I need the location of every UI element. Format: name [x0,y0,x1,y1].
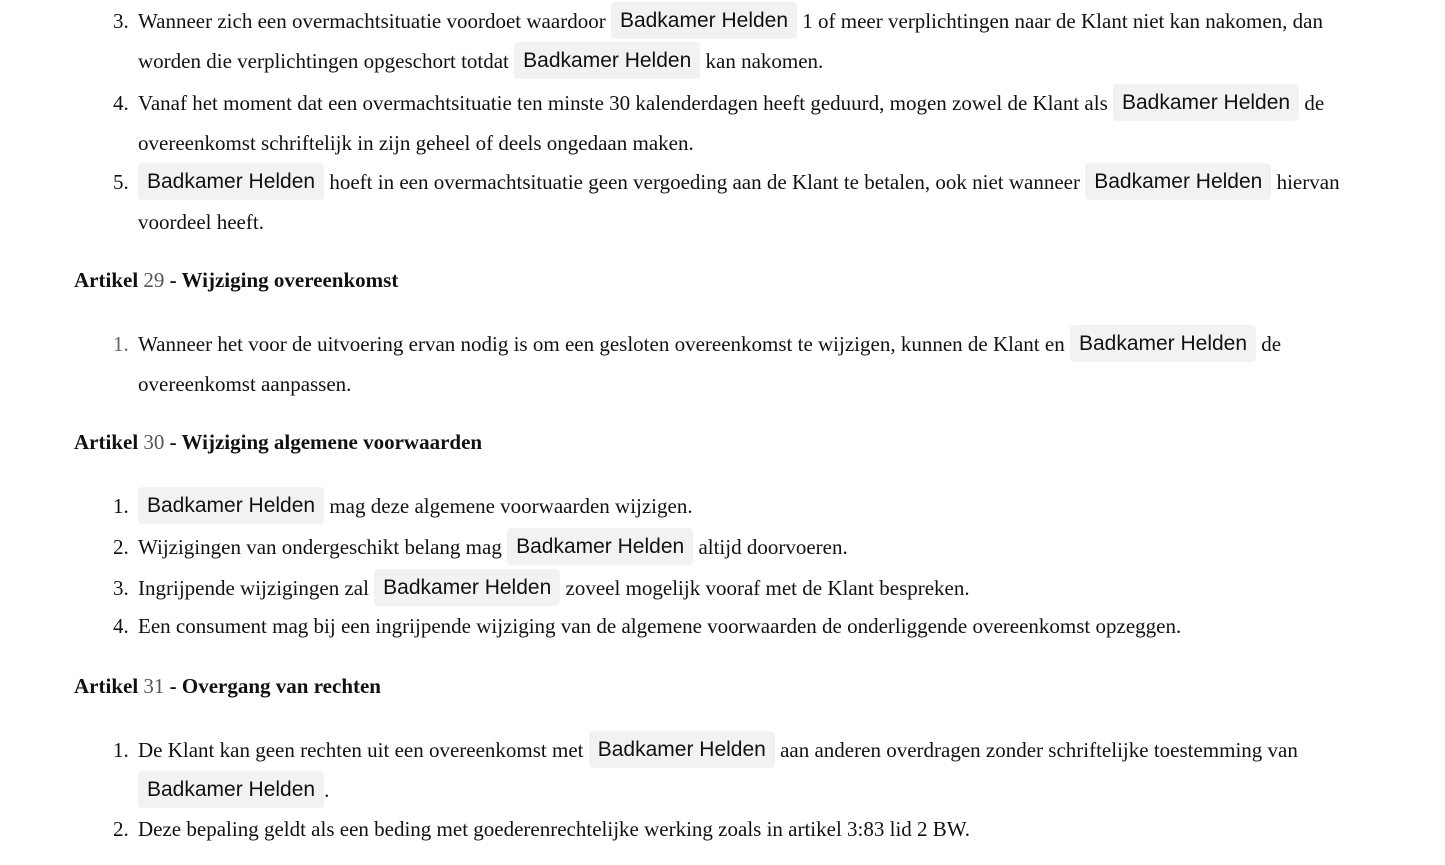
company-name-chip[interactable]: Badkamer Helden [1113,84,1299,121]
list-item [113,486,1379,526]
article-heading-30 [74,428,482,456]
list-number: 1. [113,332,129,356]
article-heading-29 [74,266,398,294]
list-number: 3. [113,9,129,33]
article-number: 30 [143,430,165,454]
article-title: - Wijziging algemene voorwaarden [164,430,483,454]
item-text: kan nakomen. [700,49,824,73]
company-name-chip[interactable]: Badkamer Helden [138,487,324,524]
item-text: mag deze algemene voorwaarden wijzigen. [324,494,693,518]
list-item [113,606,1379,646]
list-number: 5. [113,170,129,194]
list-item [113,527,1379,567]
item-text: hoeft in een overmachtsituatie geen vergoeding aan de Klant te betalen, ook niet wanneer [324,170,1086,194]
item-text: de overeenkomst aanpassen. [138,332,1287,396]
item-text: zoveel mogelijk vooraf met de Klant bespreken. [560,576,970,600]
company-name-chip[interactable]: Badkamer Helden [138,163,324,200]
list-number: 2. [113,535,129,559]
list-item [113,568,1379,608]
list-item [113,1,1379,81]
company-name-chip[interactable]: Badkamer Helden [589,731,775,768]
article-number: 31 [143,674,165,698]
item-text: de overeenkomst schriftelijk in zijn geheel of deels ongedaan maken. [138,91,1330,155]
item-text: Vanaf het moment dat een overmachtsituatie ten minste 30 kalenderdagen heeft geduurd, mogen zowel de Klant als [138,91,1113,115]
item-text: De Klant kan geen rechten uit een overeenkomst met [138,738,589,762]
list-number: 4. [113,614,129,638]
item-text: aan anderen overdragen zonder schriftelijke toestemming van [774,738,1304,762]
article-number: 29 [143,268,165,292]
article-title: - Wijziging overeenkomst [164,268,399,292]
company-name-chip[interactable]: Badkamer Helden [611,2,797,39]
list-item [113,730,1379,810]
list-item [113,83,1379,163]
company-name-chip[interactable]: Badkamer Helden [138,771,324,808]
article-label: Artikel [74,430,139,454]
item-text: Wanneer zich een overmachtsituatie voordoet waardoor [138,9,611,33]
item-text: Ingrijpende wijzigingen zal [138,576,375,600]
list-number: 1. [113,738,129,762]
company-name-chip[interactable]: Badkamer Helden [1085,163,1271,200]
company-name-chip[interactable]: Badkamer Helden [374,569,560,606]
item-text: Een consument mag bij een ingrijpende wijziging van de algemene voorwaarden de onderliggende overeenkomst opzeggen. [138,614,1182,638]
list-number: 2. [113,817,129,841]
list-number: 3. [113,576,129,600]
item-text: altijd doorvoeren. [693,535,848,559]
item-text: 1 of meer verplichtingen naar de Klant niet kan nakomen, dan worden die verplichtingen opgeschort totdat [138,9,1329,73]
item-text: Wanneer het voor de uitvoering ervan nodig is om een gesloten overeenkomst te wijzigen, kunnen de Klant en [138,332,1070,356]
list-number: 1. [113,494,129,518]
article-label: Artikel [74,674,139,698]
item-text: Deze bepaling geldt als een beding met goederenrechtelijke werking zoals in artikel 3:83 lid 2 BW. [138,817,970,841]
company-name-chip[interactable]: Badkamer Helden [1070,325,1256,362]
item-text: . [324,778,330,802]
company-name-chip[interactable]: Badkamer Helden [507,528,693,565]
article-title: - Overgang van rechten [164,674,381,698]
company-name-chip[interactable]: Badkamer Helden [514,42,700,79]
list-item [113,809,1379,849]
item-text: Wijzigingen van ondergeschikt belang mag [138,535,508,559]
item-text: hiervan voordeel heeft. [138,170,1345,234]
article-label: Artikel [74,268,139,292]
article-heading-31 [74,672,381,700]
list-item [113,162,1379,242]
list-number: 4. [113,91,129,115]
list-item [113,324,1379,404]
